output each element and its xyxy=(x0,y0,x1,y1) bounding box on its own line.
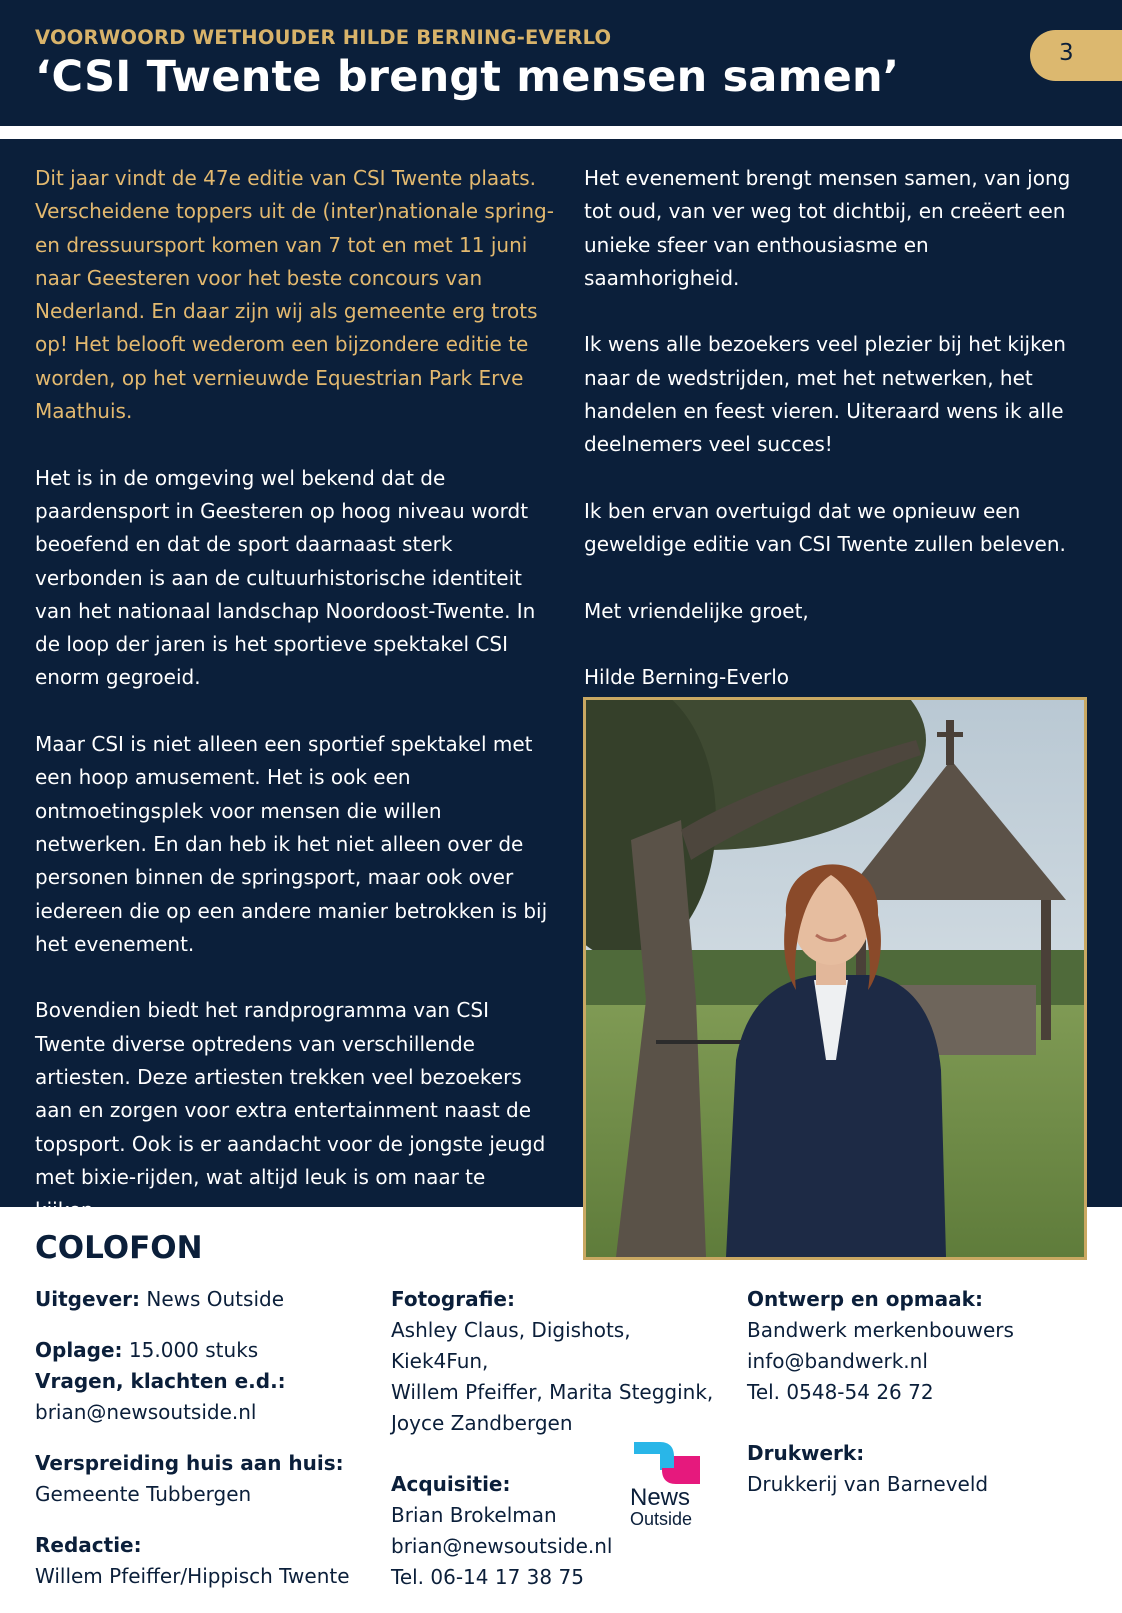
portrait-illustration xyxy=(586,700,1084,1257)
signature-name: Hilde Berning-Everlo xyxy=(584,665,790,690)
colofon-label: Verspreiding huis aan huis: xyxy=(35,1451,344,1475)
page-number: 3 xyxy=(1059,40,1074,66)
news-outside-logo-mark xyxy=(630,1440,706,1486)
colofon-value: Tel. 06-14 17 38 75 xyxy=(391,1565,584,1589)
logo-line-2: Outside xyxy=(630,1509,693,1529)
colofon-oplage xyxy=(35,1335,375,1366)
logo-wordmark xyxy=(630,1486,706,1528)
colofon-vragen xyxy=(35,1366,375,1428)
colofon-value: 15.000 stuks xyxy=(128,1338,259,1362)
colofon-label: Ontwerp en opmaak: xyxy=(747,1287,983,1311)
closing-line: Met vriendelijke groet, xyxy=(584,598,809,623)
colofon-value: Willem Pfeiffer/Hippisch Twente xyxy=(35,1564,350,1588)
colofon-value: Drukkerij van Barneveld xyxy=(747,1472,989,1496)
colofon-uitgever xyxy=(35,1284,375,1315)
logo-line-1: News xyxy=(630,1484,691,1511)
colofon-fotografie xyxy=(391,1284,731,1439)
colofon-label: Drukwerk: xyxy=(747,1441,865,1465)
section-kicker: VOORWOORD WETHOUDER HILDE BERNING-EVERLO xyxy=(35,26,612,49)
colofon-redactie xyxy=(35,1530,375,1592)
colofon-label: Redactie: xyxy=(35,1533,142,1557)
colofon-label: Oplage: xyxy=(35,1338,123,1362)
colofon-value: brian@newsoutside.nl xyxy=(35,1400,257,1424)
article-paragraph: Ik ben ervan overtuigd dat we opnieuw een geweldige editie van CSI Twente zullen beleven. xyxy=(584,498,1066,557)
article-paragraph: Bovendien biedt het randprogramma van CSI Twente diverse optredens van verschillende artiesten. Deze artiesten trekken veel bezoekers aan en zorgen voor extra entertainment naast de topsport. Ook is er aandacht voor de jongste jeugd met bixie-rijden, wat altijd leuk is om naar te kijken. xyxy=(35,998,546,1223)
article-column-left xyxy=(35,162,555,1228)
colofon-label: Uitgever: xyxy=(35,1287,140,1311)
intro-paragraph: Dit jaar vindt de 47e editie van CSI Twente plaats. Verscheidene toppers uit de (inter)nationale spring- en dressuursport komen van 7 tot en met 11 juni naar Geesteren voor het beste concours van Nederland. En daar zijn wij als gemeente erg trots op! Het belooft wederom een bijzondere editie te worden, op het vernieuwde Equestrian Park Erve Maathuis. xyxy=(35,166,554,424)
colofon-value: News Outside xyxy=(146,1287,284,1311)
header-band xyxy=(0,0,1122,126)
colofon-drukwerk xyxy=(747,1438,1107,1500)
colofon-value: Willem Pfeiffer, Marita Steggink, xyxy=(391,1380,714,1404)
colofon-column-3 xyxy=(747,1284,1107,1520)
colofon-verspreiding xyxy=(35,1448,375,1510)
colofon-value: info@bandwerk.nl xyxy=(747,1349,928,1373)
colofon-title: COLOFON xyxy=(35,1230,203,1266)
colofon-value: Ashley Claus, Digishots, Kiek4Fun, xyxy=(391,1318,631,1373)
article-column-right xyxy=(584,162,1084,728)
article-paragraph: Ik wens alle bezoekers veel plezier bij het kijken naar de wedstrijden, met het netwerken, het handelen en feest vieren. Uiteraard wens ik alle deelnemers veel succes! xyxy=(584,332,1066,457)
page-title: ‘CSI Twente brengt mensen samen’ xyxy=(35,52,900,102)
colofon-value: Brian Brokelman xyxy=(391,1503,557,1527)
article-paragraph: Het evenement brengt mensen samen, van jong tot oud, van ver weg tot dichtbij, en creëert een unieke sfeer van enthousiasme en saamhorigheid. xyxy=(584,166,1071,290)
colofon-value: Tel. 0548-54 26 72 xyxy=(747,1380,934,1404)
colofon-column-1 xyxy=(35,1284,375,1612)
portrait-photo xyxy=(583,697,1087,1260)
colofon-value: Bandwerk merkenbouwers xyxy=(747,1318,1014,1342)
page-number-tab xyxy=(1030,30,1122,81)
header-divider xyxy=(0,126,1122,139)
colofon-value: Joyce Zandbergen xyxy=(391,1411,573,1435)
colofon-label: Acquisitie: xyxy=(391,1472,511,1496)
article-paragraph: Het is in de omgeving wel bekend dat de paardensport in Geesteren op hoog niveau wordt beoefend en dat de sport daarnaast sterk verbonden is aan de cultuurhistorische identiteit van het nationaal landschap Noordoost-Twente. In de loop der jaren is het sportieve spektakel CSI enorm gegroeid. xyxy=(35,465,536,690)
colofon-label: Vragen, klachten e.d.: xyxy=(35,1369,286,1393)
colofon-value: Gemeente Tubbergen xyxy=(35,1482,252,1506)
colofon-ontwerp xyxy=(747,1284,1107,1408)
colofon-value: brian@newsoutside.nl xyxy=(391,1534,613,1558)
news-outside-logo xyxy=(630,1440,706,1530)
colofon-label: Fotografie: xyxy=(391,1287,515,1311)
article-paragraph: Maar CSI is niet alleen een sportief spektakel met een hoop amusement. Het is ook een ontmoetingsplek voor mensen die willen netwerken. En dan heb ik het niet alleen over de personen binnen de springsport, maar ook over iedereen die op een andere manier betrokken is bij het evenement. xyxy=(35,732,548,956)
